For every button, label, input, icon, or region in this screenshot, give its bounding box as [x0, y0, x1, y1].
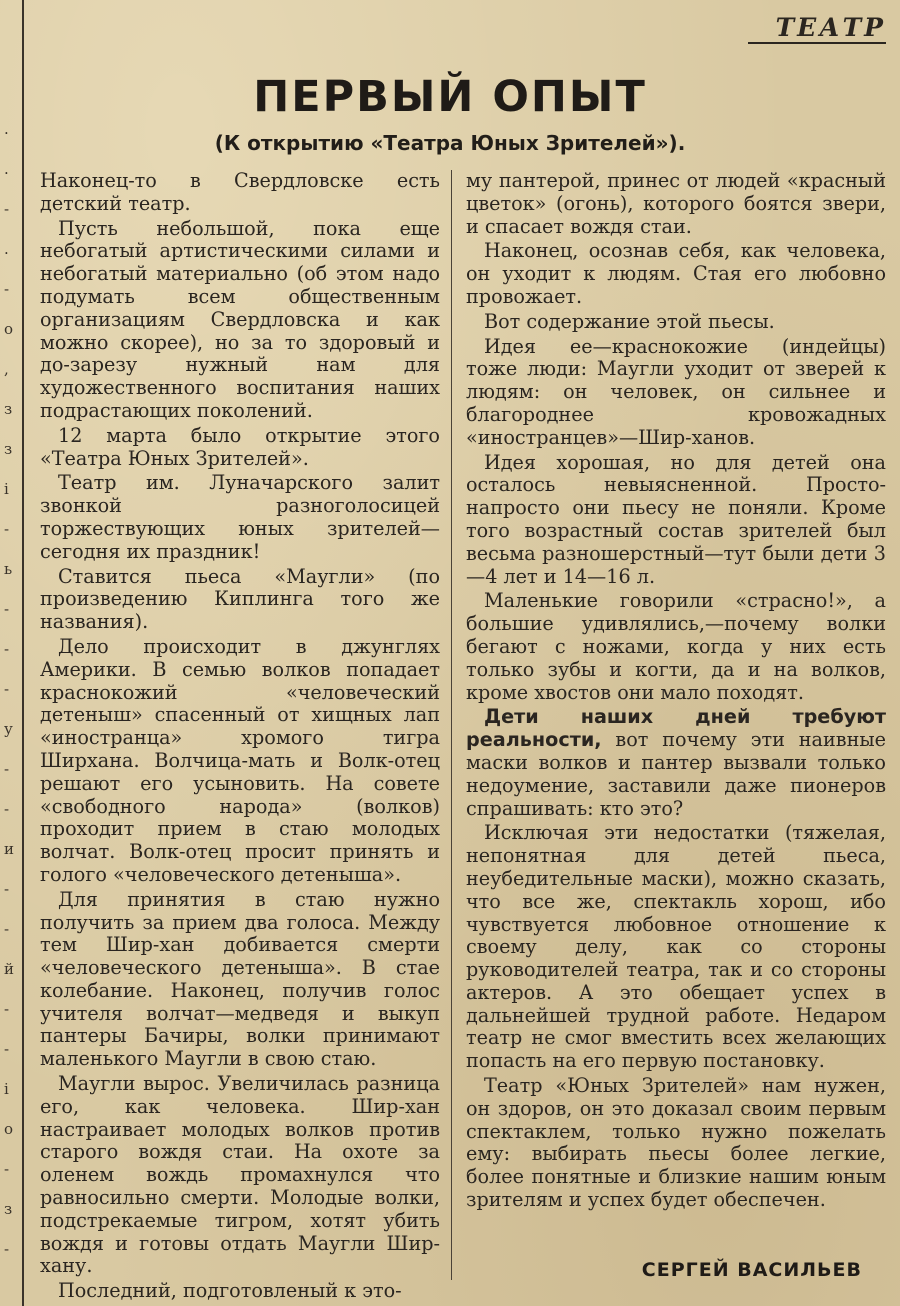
left-column: [40, 170, 440, 1305]
edge-mark: -: [4, 1000, 10, 1018]
edge-mark: -: [4, 600, 10, 618]
edge-mark: -: [4, 520, 10, 538]
column-divider: [451, 170, 452, 1280]
paragraph: Идея ее—краснокожие (индейцы) тоже люди: Маугли уходит от зверей к людям: он человек, он сильнее и благороднее кровожадных «иностранцев»—Шир-ханов.: [466, 334, 886, 449]
paragraph: Маугли вырос. Увеличилась разница его, как человека. Шир-хан настраивает молодых волков против старого вождя стаи. На охоте за оленем вождь промахнулся что равносильно смерти. Молодые волки, подстрекаемые тигром, хотят убить вождя и готовы отдать Маугли Шир-хану.: [40, 1072, 440, 1278]
edge-mark: з: [4, 440, 13, 458]
paragraph: Маленькие говорили «страсно!», а большие удивлялись,—почему волки бегают с ножами, когда у них есть только зубы и когти, да и на волков, кроме хвостов они мало походят.: [466, 589, 886, 704]
edge-mark: -: [4, 800, 10, 818]
paragraph: Наконец-то в Свердловске есть детский театр.: [40, 169, 440, 215]
left-column-edge: [0, 0, 24, 1306]
paragraph: Пусть небольшой, пока еще небогатый артистическими силами и небогатый материально (об этом надо подумать всем общественным организациям Свердловска и как можно скорее), но за то здоровый и до-зарезу нужный нам для художественного воспитания наших подрастающих поколений.: [40, 216, 440, 422]
edge-mark: -: [4, 760, 10, 778]
edge-mark: -: [4, 640, 10, 658]
edge-mark: у: [4, 720, 13, 738]
paragraph: Театр «Юных Зрителей» нам нужен, он здоров, он это доказал своим первым спектаклем, только нужно пожелать ему: выбирать пьесы более легкие, более понятные и близкие нашим юным зрителям и успех будет обеспечен.: [466, 1074, 886, 1212]
bold-lead-rest: вот почему эти наивные маски волков и пантер вызвали только недоумение, заставили даже пионеров спрашивать: кто это?: [466, 728, 886, 820]
paragraph: Ставится пьеса «Маугли» (по произведению Киплинга того же названия).: [40, 564, 440, 634]
edge-mark: -: [4, 880, 10, 898]
edge-mark: і: [4, 480, 9, 498]
edge-mark: о: [4, 1120, 14, 1138]
paragraph: 12 марта было открытие этого «Театра Юных Зрителей».: [40, 423, 440, 470]
section-label: ТЕАТР: [748, 14, 886, 44]
headline: ПЕРВЫЙ ОПЫТ: [253, 72, 647, 122]
paragraph-bold-lead: [466, 706, 886, 820]
edge-mark: -: [4, 1160, 10, 1178]
edge-mark: і: [4, 1080, 9, 1098]
edge-mark: -: [4, 1040, 10, 1058]
paragraph: Театр им. Луначарского залит звонкой разноголосицей торжествующих юных зрителей—сегодня их праздник!: [40, 471, 440, 563]
edge-mark: .: [4, 160, 9, 178]
edge-mark: -: [4, 280, 10, 298]
paragraph: му пантерой, принес от людей «красный цветок» (огонь), которого боятся звери, и спасает вождя стаи.: [466, 169, 886, 238]
right-column: [466, 170, 886, 1214]
paragraph: Для принятия в стаю нужно получить за прием два голоса. Между тем Шир-хан добивается смерти «человеческого детеныша». В стае колебание. Наконец, получив голос учителя волчат—медведя и выкуп пантеры Бачиры, волки принимают маленького Маугли в свою стаю.: [40, 887, 440, 1071]
paragraph: Дело происходит в джунглях Америки. В семью волков попадает краснокожий «человеческий детеныш» спасенный от хищных лап «иностранца» хромого тигра Ширхана. Волчица-мать и Волк-отец решают его усыновить. На совете «свободного народа» (волков) проходит прием в стаю молодых волчат. Волк-отец просит принять и голого «человеческого детеныша».: [40, 634, 440, 886]
paragraph: Вот содержание этой пьесы.: [484, 309, 775, 333]
author-signature: СЕРГЕЙ ВАСИЛЬЕВ: [641, 1259, 862, 1281]
edge-mark: ,: [4, 360, 9, 378]
edge-mark: з: [4, 1200, 13, 1218]
paragraph: Исключая эти недостатки (тяжелая, непонятная для детей пьеса, неубедительные маски), можно сказать, что все же, спектакль хорош, ибо чувствуется любовное отношение к своему делу, как со стороны руководителей театра, так и со стороны актеров. А это обещает успех в дальнейшей трудной работе. Недаром театр не смог вместить всех желающих попасть на его первую постановку.: [466, 821, 886, 1073]
edge-mark: з: [4, 400, 13, 418]
edge-mark: .: [4, 240, 9, 258]
edge-mark: -: [4, 200, 10, 218]
edge-mark: -: [4, 680, 10, 698]
edge-mark: и: [4, 840, 14, 858]
edge-mark: о: [4, 320, 14, 338]
edge-mark: ь: [4, 560, 13, 578]
edge-mark: -: [4, 1240, 10, 1258]
subheadline: (К открытию «Театра Юных Зрителей»).: [214, 131, 686, 155]
paragraph: Наконец, осознав себя, как человека, он уходит к людям. Стая его любовно провожает.: [466, 239, 886, 308]
edge-mark: .: [4, 120, 9, 138]
edge-mark: й: [4, 960, 14, 978]
bold-lead: Дети наших дней требуют реальности,: [466, 705, 886, 752]
edge-mark: -: [4, 920, 10, 938]
paragraph: Последний, подготовленый к это-: [58, 1279, 402, 1303]
paragraph: Идея хорошая, но для детей она осталось невыясненной. Просто-напросто они пьесу не поняли. Кроме того возрастный состав зрителей был весьма разношерстный—тут были дети 3—4 лет и 14—16 л.: [466, 450, 886, 588]
